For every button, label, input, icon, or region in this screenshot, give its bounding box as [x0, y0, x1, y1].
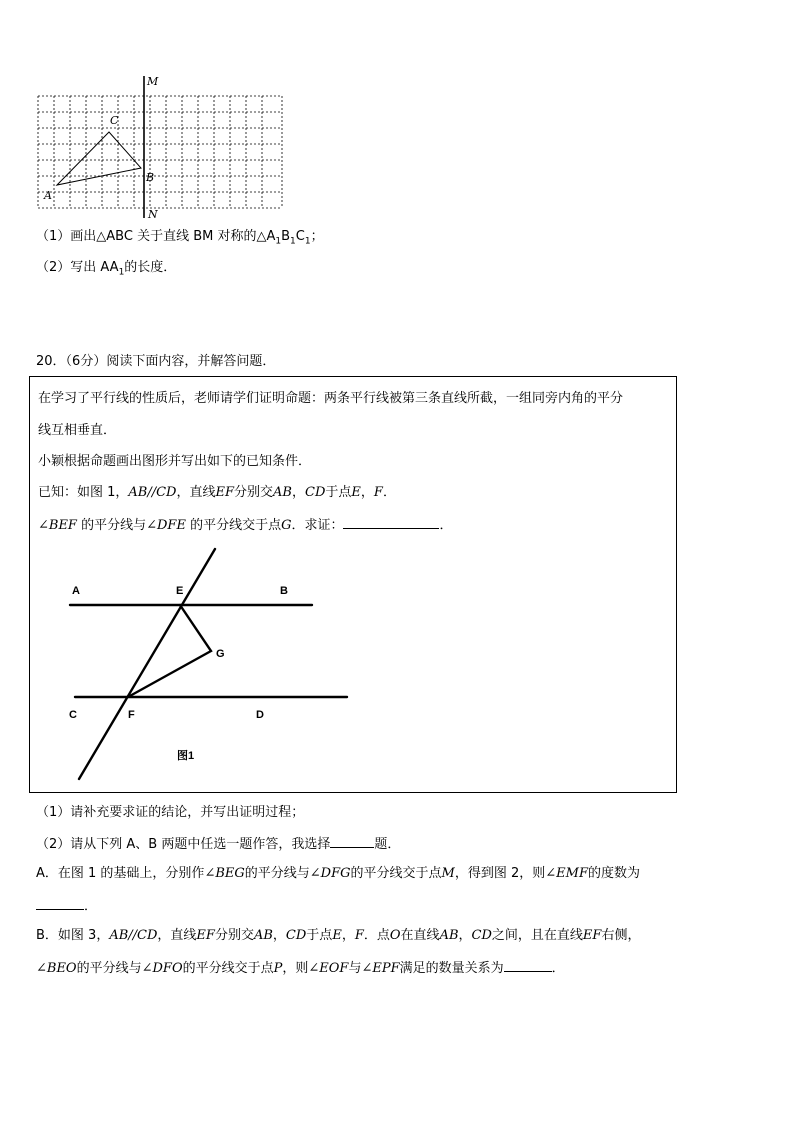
q20-option-b-line2: ∠BEO的平分线与∠DFO的平分线交于点P，则∠EOF与∠EPF满足的数量关系为 ． — [36, 961, 565, 976]
box-line-3: 小颖根据命题画出图形并写出如下的已知条件． — [38, 454, 312, 469]
grid-figure — [30, 72, 290, 222]
box-line-2: 线互相垂直． — [38, 423, 117, 438]
q20-option-b-line1: B．如图 3，AB//CD，直线EF分别交AB，CD于点E，F．点O在直线AB，CD之间，且在直线EF右侧， — [36, 928, 641, 943]
fig-label-c: C — [69, 709, 77, 721]
fig-label-g: G — [216, 648, 225, 660]
q20-option-a: A．在图 1 的基础上，分别作∠BEG的平分线与∠DFG的平分线交于点M，得到图 2，则∠EMF的度数为 — [36, 866, 640, 881]
q19-part1: （1）画出△ABC 关于直线 BM 对称的$\triangle A_1B_1C_1$； — [36, 229, 324, 247]
label-c: C — [110, 114, 119, 127]
fig-label-b: B — [280, 585, 288, 597]
bisector-eg-fg — [128, 605, 211, 697]
fig-label-d: D — [256, 709, 264, 721]
q20-sub1: （1）请补充要求证的结论，并写出证明过程； — [36, 805, 305, 820]
box-line-1: 在学习了平行线的性质后，老师请学们证明命题：两条平行线被第三条直线所截，一组同旁内角的平分 — [38, 391, 624, 406]
label-a: A — [44, 189, 52, 202]
box-line-4: 已知：如图 1，AB//CD，直线EF分别交AB，CD于点E，F． — [38, 485, 396, 500]
q20-sub2: （2）请从下列 A、B 两题中任选一题作答，我选择 题． — [36, 837, 401, 852]
answer-blank-emf[interactable] — [36, 897, 84, 910]
label-b: B — [146, 171, 155, 184]
box-line-5: ∠BEF 的平分线与∠DFE 的平分线交于点G．求证： ． — [38, 518, 453, 533]
q19-part2: （2）写出 $AA_1$的长度． — [36, 260, 177, 278]
fig-label-a: A — [72, 585, 80, 597]
fig-label-e: E — [176, 585, 184, 597]
answer-blank-choice[interactable] — [330, 835, 374, 848]
fig-label-f: F — [128, 709, 135, 721]
label-n: N — [148, 208, 158, 221]
figure-1 — [60, 545, 360, 785]
answer-blank-relation[interactable] — [504, 959, 552, 972]
answer-blank-conclusion[interactable] — [343, 516, 439, 529]
fig-caption: 图1 — [177, 750, 195, 762]
q20-option-a-answer: ． — [36, 897, 97, 915]
q20-header: 20．（6分）阅读下面内容，并解答问题． — [36, 354, 276, 369]
line-ef — [79, 549, 215, 779]
label-m: M — [147, 75, 159, 88]
